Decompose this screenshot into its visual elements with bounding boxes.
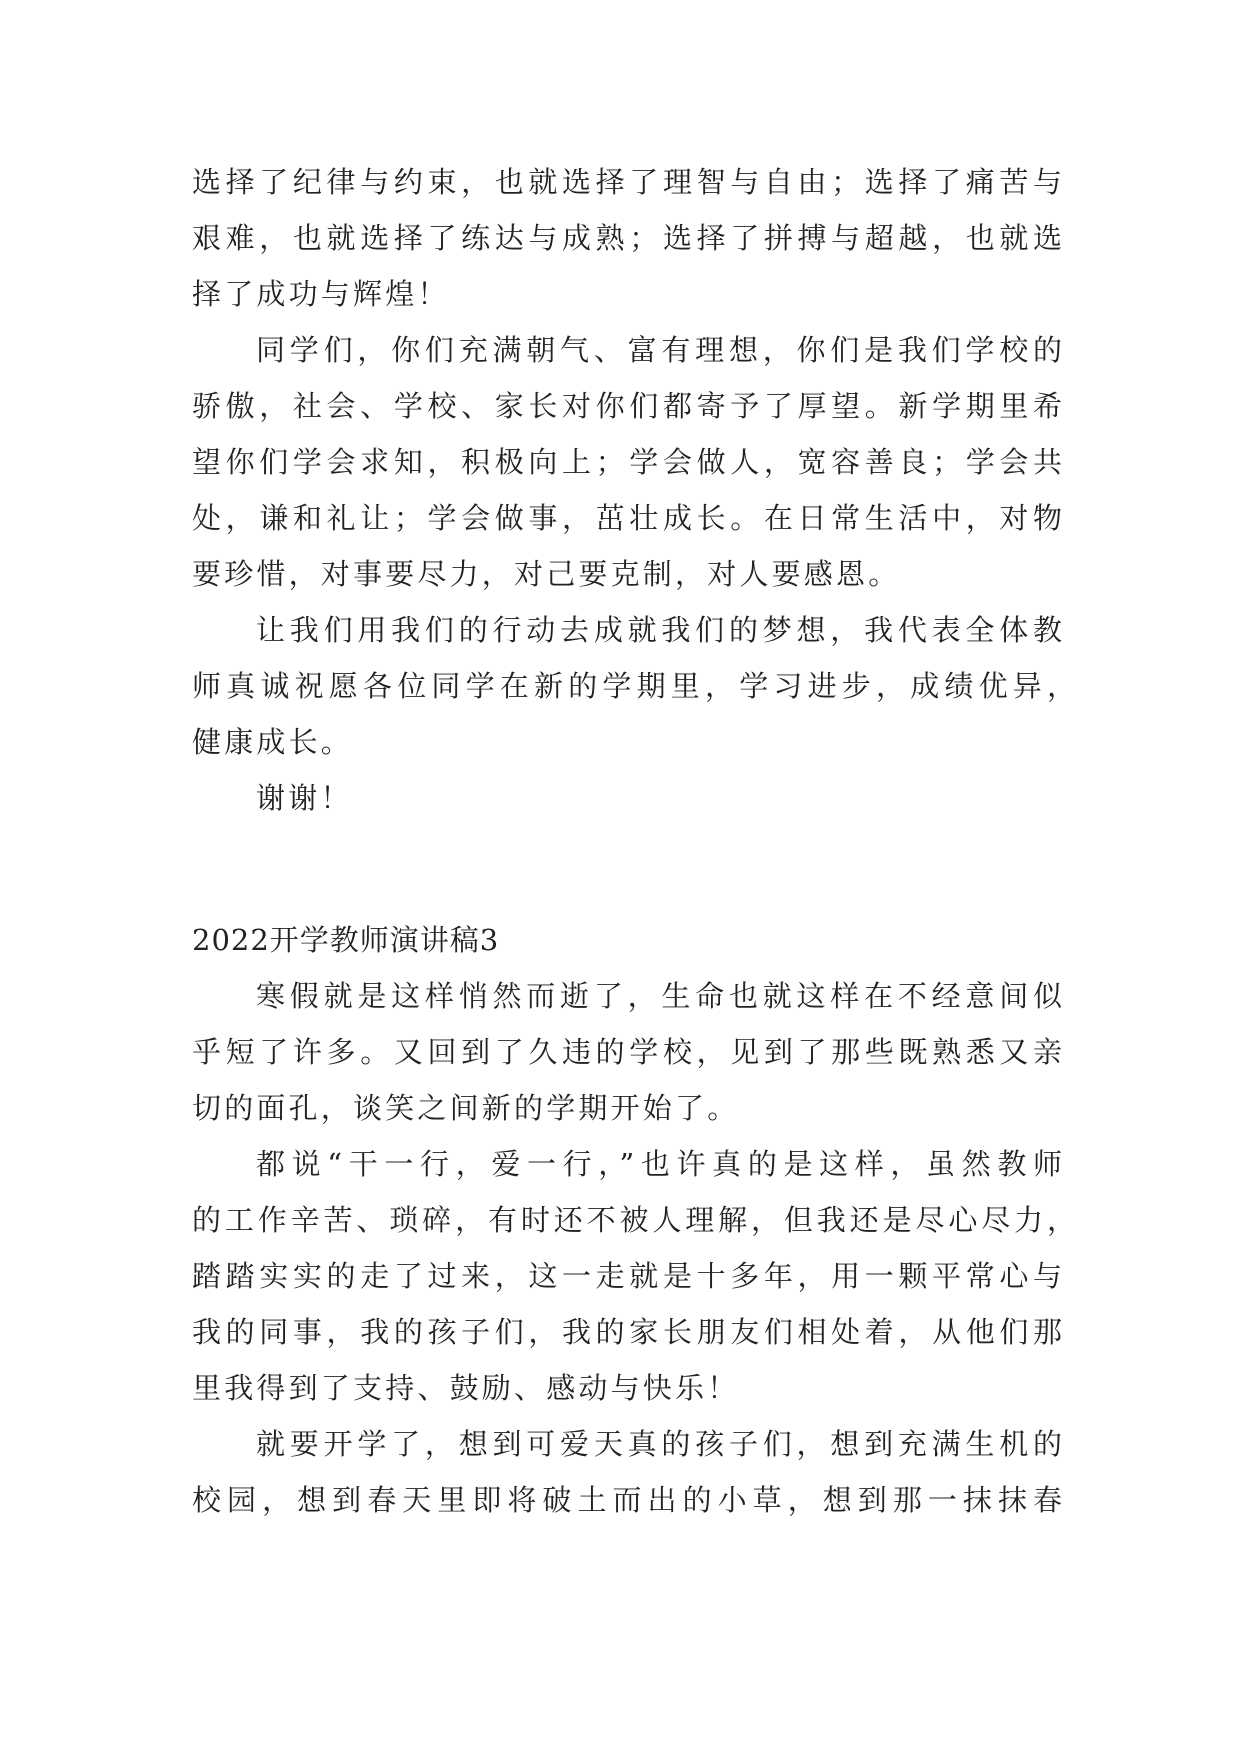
text-line: 我的同事，我的孩子们，我的家长朋友们相处着，从他们那 bbox=[192, 1315, 1062, 1349]
text-line: 谢谢！ bbox=[256, 781, 353, 815]
text-line: 师真诚祝愿各位同学在新的学期里，学习进步，成绩优异， bbox=[192, 669, 1076, 703]
text-line: 让我们用我们的行动去成就我们的梦想，我代表全体教 bbox=[256, 613, 1062, 647]
section-title: 2022开学教师演讲稿3 bbox=[192, 923, 500, 957]
text-line: 要珍惜，对事要尽力，对己要克制，对人要感恩。 bbox=[192, 557, 901, 591]
text-line: 骄傲，社会、学校、家长对你们都寄予了厚望。新学期里希 bbox=[192, 389, 1062, 423]
text-line: 就要开学了，想到可爱天真的孩子们，想到充满生机的 bbox=[256, 1427, 1062, 1461]
text-line: 乎短了许多。又回到了久违的学校，见到了那些既熟悉又亲 bbox=[192, 1035, 1062, 1069]
text-line: 择了成功与辉煌！ bbox=[192, 277, 450, 311]
text-line: 艰难，也就选择了练达与成熟；选择了拼搏与超越，也就选 bbox=[192, 221, 1062, 255]
text-line: 踏踏实实的走了过来，这一走就是十多年，用一颗平常心与 bbox=[192, 1259, 1062, 1293]
text-line: 的工作辛苦、琐碎，有时还不被人理解，但我还是尽心尽力， bbox=[192, 1203, 1076, 1237]
text-line: 里我得到了支持、鼓励、感动与快乐！ bbox=[192, 1371, 740, 1405]
text-line: 选择了纪律与约束，也就选择了理智与自由；选择了痛苦与 bbox=[192, 165, 1062, 199]
text-line: 处，谦和礼让；学会做事，茁壮成长。在日常生活中，对物 bbox=[192, 501, 1062, 535]
text-line: 望你们学会求知，积极向上；学会做人，宽容善良；学会共 bbox=[192, 445, 1062, 479]
text-line: 同学们，你们充满朝气、富有理想，你们是我们学校的 bbox=[256, 333, 1062, 367]
text-line: 校园，想到春天里即将破土而出的小草，想到那一抹抹春 bbox=[192, 1483, 1062, 1517]
text-line: 都说“干一行，爱一行，”也许真的是这样，虽然教师 bbox=[256, 1147, 1062, 1181]
text-line: 寒假就是这样悄然而逝了，生命也就这样在不经意间似 bbox=[256, 979, 1062, 1013]
text-line: 切的面孔，谈笑之间新的学期开始了。 bbox=[192, 1091, 740, 1125]
text-line: 健康成长。 bbox=[192, 725, 354, 759]
